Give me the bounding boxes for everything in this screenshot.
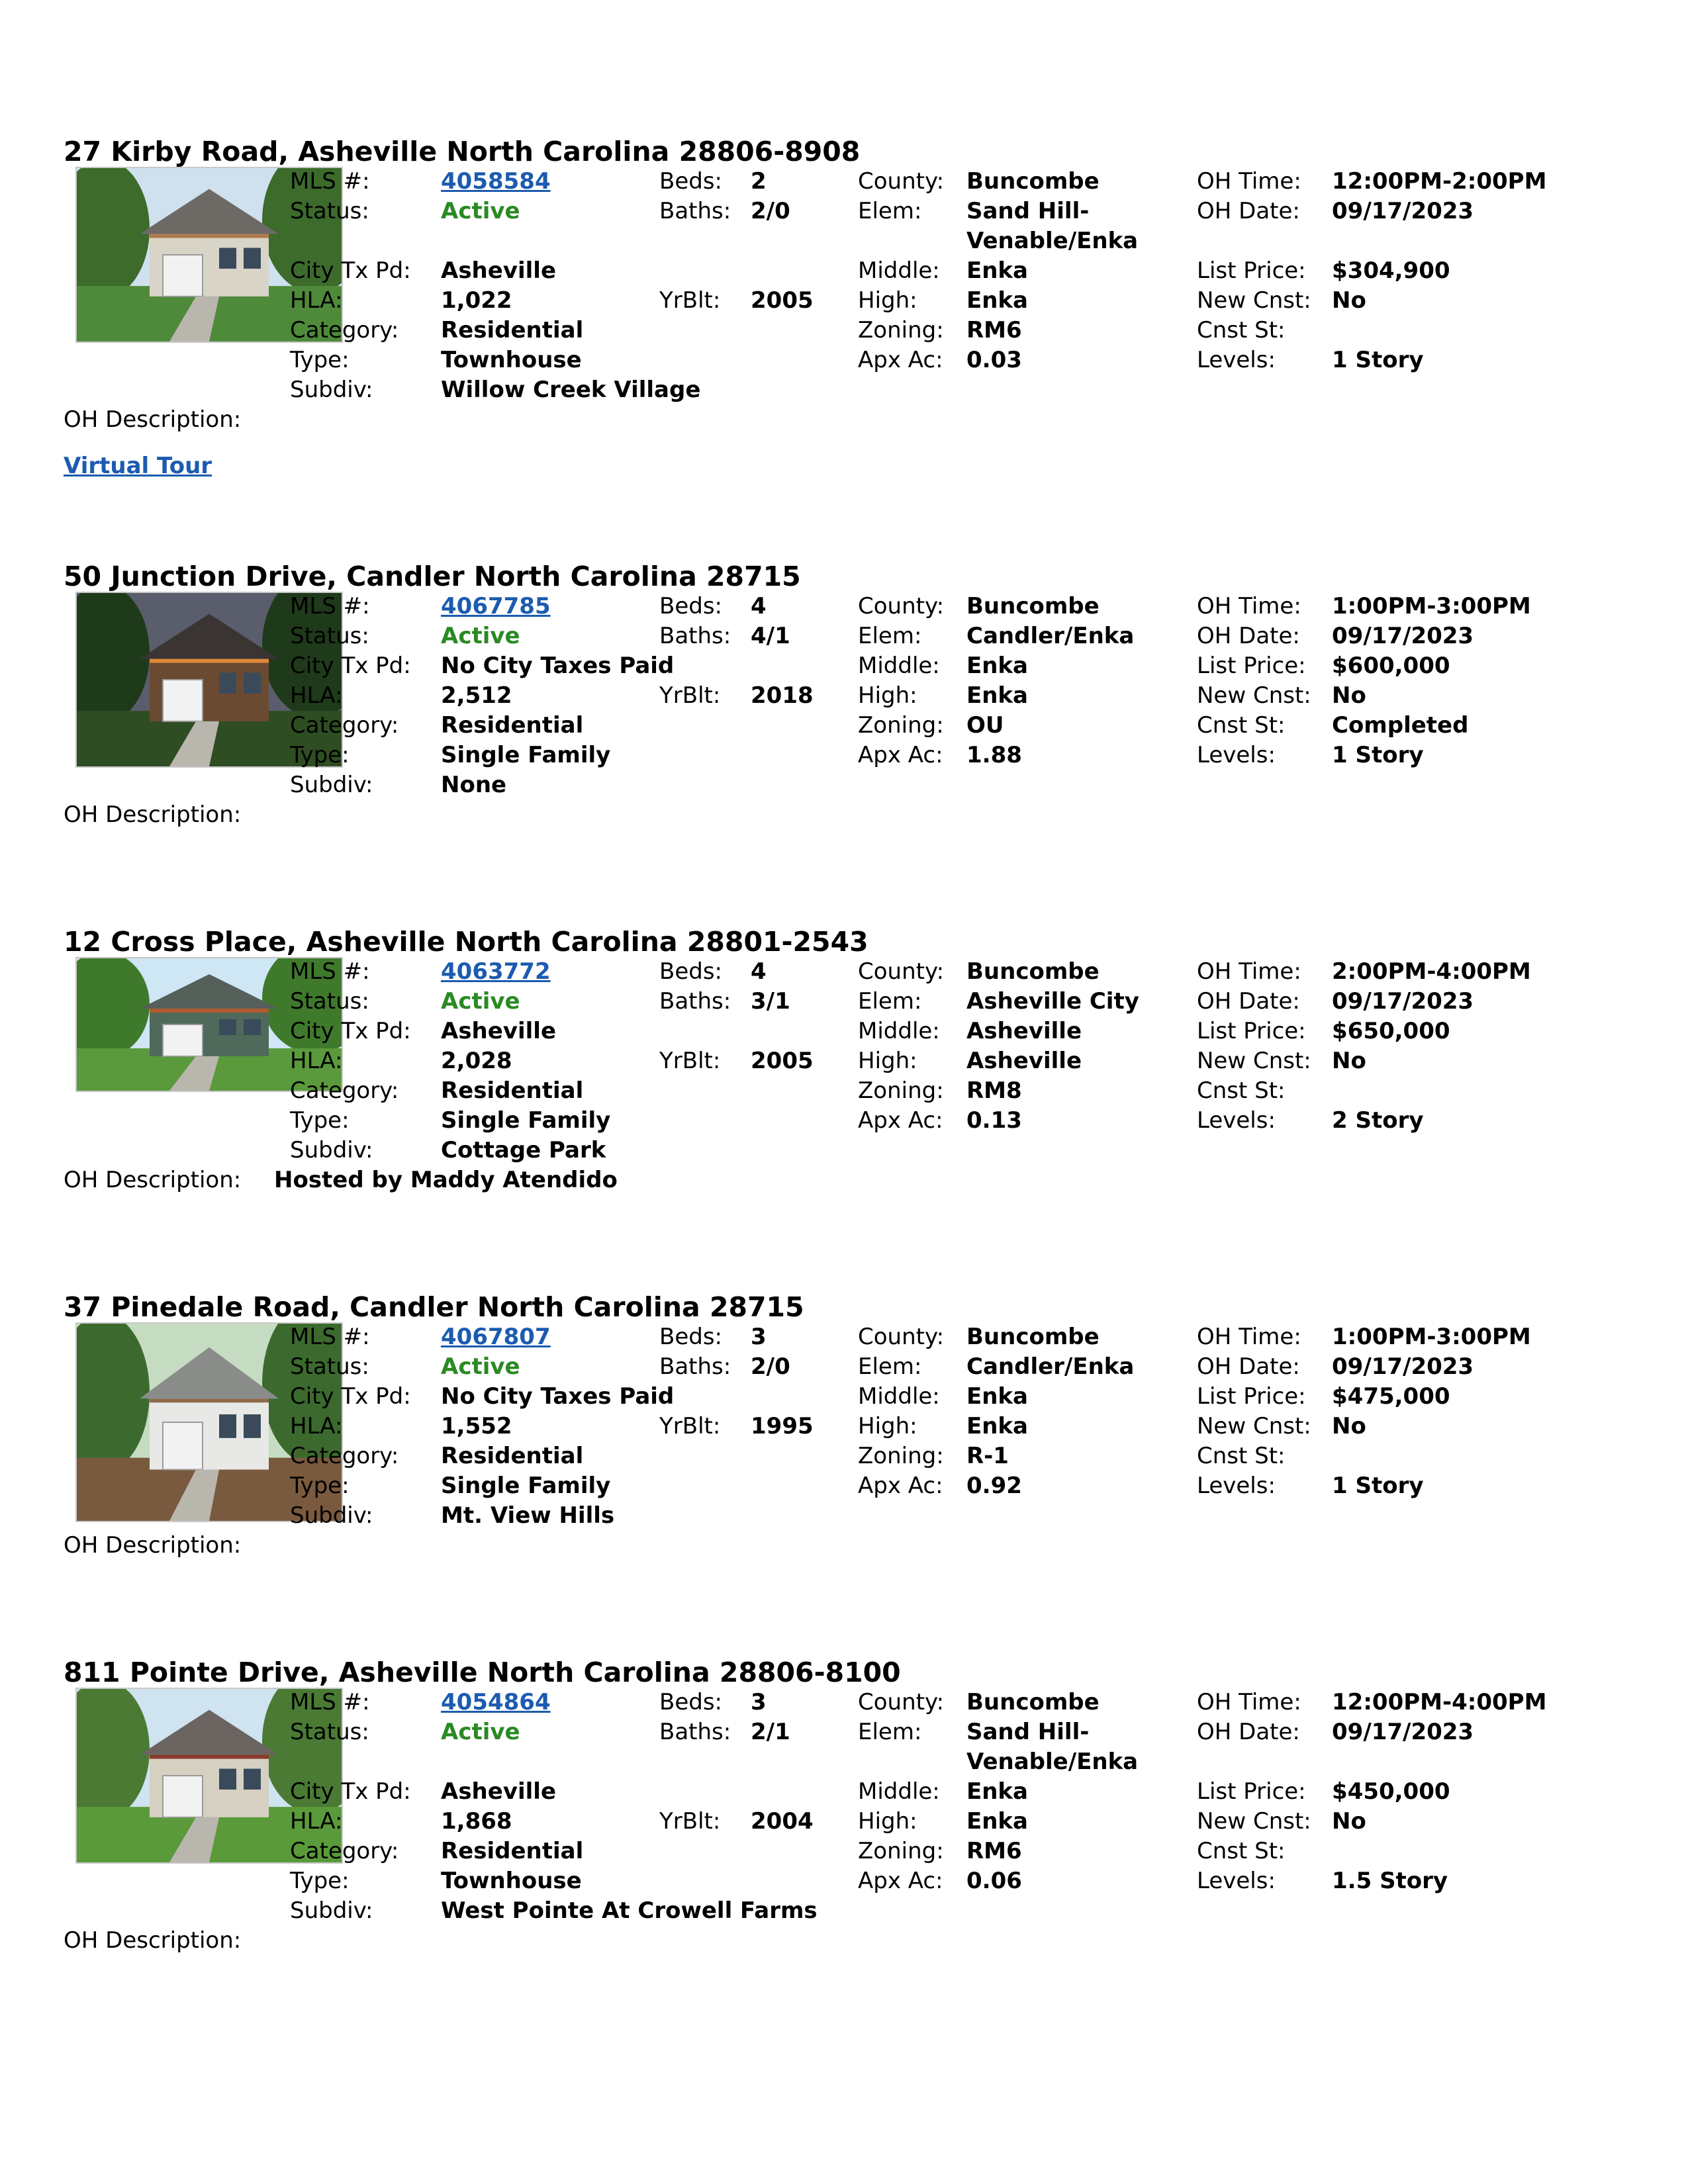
- list-price-label: List Price:: [1197, 1778, 1306, 1805]
- levels-value: 1 Story: [1332, 347, 1424, 373]
- year-built-label: YrBlt:: [659, 287, 721, 314]
- city-taxes-paid: No City Taxes Paid: [441, 1383, 675, 1410]
- open-house-date-label: OH Date:: [1197, 988, 1300, 1015]
- open-house-date-label: OH Date:: [1197, 1719, 1300, 1745]
- high-school-value: Asheville: [966, 1048, 1082, 1074]
- new-construction-label: New Cnst:: [1197, 1413, 1311, 1439]
- zoning-value: RM6: [966, 317, 1022, 343]
- open-house-date-label: OH Date:: [1197, 1353, 1300, 1380]
- high-school-value: Enka: [966, 682, 1028, 709]
- mls-number-link[interactable]: 4063772: [441, 958, 551, 985]
- construction-status-label: Cnst St:: [1197, 1077, 1286, 1104]
- construction-status-value: Completed: [1332, 712, 1469, 739]
- elementary-school-value: Sand Hill-Venable/Enka: [966, 1719, 1139, 1775]
- acreage-value: 0.06: [966, 1868, 1022, 1894]
- levels-label: Levels:: [1197, 1107, 1276, 1134]
- subdivision-value: Cottage Park: [441, 1137, 606, 1163]
- beds-label: Beds:: [659, 1689, 722, 1715]
- zoning-label: Zoning:: [858, 712, 944, 739]
- acreage-value: 1.88: [966, 742, 1022, 768]
- type-value: Single Family: [441, 1473, 611, 1499]
- elementary-school-value: Candler/Enka: [966, 623, 1135, 649]
- subdivision-label: Subdiv:: [290, 377, 373, 403]
- new-construction-value: No: [1332, 287, 1366, 314]
- year-built-label: YrBlt:: [659, 1808, 721, 1835]
- new-construction-label: New Cnst:: [1197, 1808, 1311, 1835]
- mls-number-label: MLS #:: [290, 1324, 370, 1350]
- county-value: Buncombe: [966, 1324, 1100, 1350]
- acreage-value: 0.03: [966, 347, 1022, 373]
- baths-label: Baths:: [659, 623, 731, 649]
- oh-description-value: Hosted by Maddy Atendido: [274, 1167, 618, 1193]
- middle-school-label: Middle:: [858, 653, 940, 679]
- type-value: Single Family: [441, 1107, 611, 1134]
- construction-status-label: Cnst St:: [1197, 1838, 1286, 1864]
- zoning-value: RM8: [966, 1077, 1022, 1104]
- subdivision-label: Subdiv:: [290, 1502, 373, 1529]
- type-label: Type:: [290, 1107, 350, 1134]
- open-house-date-label: OH Date:: [1197, 623, 1300, 649]
- levels-label: Levels:: [1197, 742, 1276, 768]
- elementary-school-label: Elem:: [858, 623, 922, 649]
- open-house-time-label: OH Time:: [1197, 958, 1301, 985]
- baths-value: 3/1: [751, 988, 790, 1015]
- year-built-label: YrBlt:: [659, 682, 721, 709]
- new-construction-value: No: [1332, 1808, 1366, 1835]
- elementary-school-value: Sand Hill-Venable/Enka: [966, 198, 1139, 254]
- zoning-value: RM6: [966, 1838, 1022, 1864]
- acreage-label: Apx Ac:: [858, 347, 943, 373]
- new-construction-label: New Cnst:: [1197, 287, 1311, 314]
- beds-label: Beds:: [659, 958, 722, 985]
- elementary-school-value: Asheville City: [966, 988, 1139, 1015]
- middle-school-label: Middle:: [858, 1383, 940, 1410]
- levels-value: 1 Story: [1332, 1473, 1424, 1499]
- city-taxes-paid: Asheville: [441, 1778, 557, 1805]
- type-label: Type:: [290, 1868, 350, 1894]
- open-house-time: 12:00PM-2:00PM: [1332, 168, 1547, 195]
- oh-description-label: OH Description:: [64, 801, 242, 828]
- listing-address: 37 Pinedale Road, Candler North Carolina 28715: [64, 1291, 804, 1323]
- year-built-value: 2005: [751, 287, 814, 314]
- type-value: Townhouse: [441, 347, 582, 373]
- listing-card: [64, 560, 1652, 838]
- subdivision-value: Willow Creek Village: [441, 377, 701, 403]
- type-label: Type:: [290, 1473, 350, 1499]
- heated-living-area-label: HLA:: [290, 682, 343, 709]
- county-label: County:: [858, 168, 945, 195]
- category-value: Residential: [441, 712, 584, 739]
- city-taxes-paid-label: City Tx Pd:: [290, 1778, 411, 1805]
- zoning-value: OU: [966, 712, 1004, 739]
- zoning-label: Zoning:: [858, 1838, 944, 1864]
- open-house-date: 09/17/2023: [1332, 988, 1474, 1015]
- subdivision-value: None: [441, 772, 507, 798]
- baths-label: Baths:: [659, 198, 731, 224]
- elementary-school-label: Elem:: [858, 988, 922, 1015]
- list-price-label: List Price:: [1197, 257, 1306, 284]
- acreage-label: Apx Ac:: [858, 1473, 943, 1499]
- acreage-value: 0.13: [966, 1107, 1022, 1134]
- status-label: Status:: [290, 623, 369, 649]
- status-value: Active: [441, 198, 520, 224]
- levels-value: 1.5 Story: [1332, 1868, 1448, 1894]
- listing-card: [64, 925, 1652, 1203]
- city-taxes-paid: Asheville: [441, 1018, 557, 1044]
- baths-value: 2/0: [751, 1353, 790, 1380]
- beds-value: 3: [751, 1324, 767, 1350]
- heated-living-area: 2,028: [441, 1048, 512, 1074]
- city-taxes-paid-label: City Tx Pd:: [290, 1383, 411, 1410]
- list-price-value: $304,900: [1332, 257, 1450, 284]
- new-construction-label: New Cnst:: [1197, 682, 1311, 709]
- oh-description-label: OH Description:: [64, 1167, 242, 1193]
- open-house-time-label: OH Time:: [1197, 1324, 1301, 1350]
- levels-value: 1 Story: [1332, 742, 1424, 768]
- city-taxes-paid: No City Taxes Paid: [441, 653, 675, 679]
- zoning-label: Zoning:: [858, 1443, 944, 1469]
- subdivision-label: Subdiv:: [290, 1897, 373, 1924]
- open-house-time-label: OH Time:: [1197, 1689, 1301, 1715]
- county-value: Buncombe: [966, 168, 1100, 195]
- list-price-value: $475,000: [1332, 1383, 1450, 1410]
- heated-living-area: 1,868: [441, 1808, 512, 1835]
- baths-value: 4/1: [751, 623, 790, 649]
- levels-label: Levels:: [1197, 347, 1276, 373]
- middle-school-value: Enka: [966, 257, 1028, 284]
- acreage-label: Apx Ac:: [858, 1107, 943, 1134]
- high-school-value: Enka: [966, 1808, 1028, 1835]
- type-value: Townhouse: [441, 1868, 582, 1894]
- oh-description-label: OH Description:: [64, 1927, 242, 1954]
- beds-label: Beds:: [659, 593, 722, 619]
- new-construction-label: New Cnst:: [1197, 1048, 1311, 1074]
- status-label: Status:: [290, 198, 369, 224]
- subdivision-value: West Pointe At Crowell Farms: [441, 1897, 818, 1924]
- high-school-label: High:: [858, 287, 917, 314]
- county-label: County:: [858, 593, 945, 619]
- listing-address: 50 Junction Drive, Candler North Carolina 28715: [64, 561, 801, 592]
- zoning-label: Zoning:: [858, 1077, 944, 1104]
- county-label: County:: [858, 1324, 945, 1350]
- year-built-value: 2004: [751, 1808, 814, 1835]
- category-label: Category:: [290, 317, 399, 343]
- open-house-date: 09/17/2023: [1332, 1353, 1474, 1380]
- mls-number-label: MLS #:: [290, 168, 370, 195]
- open-house-date: 09/17/2023: [1332, 623, 1474, 649]
- elementary-school-label: Elem:: [858, 198, 922, 224]
- status-label: Status:: [290, 988, 369, 1015]
- year-built-label: YrBlt:: [659, 1048, 721, 1074]
- open-house-time: 1:00PM-3:00PM: [1332, 1324, 1531, 1350]
- county-value: Buncombe: [966, 958, 1100, 985]
- beds-value: 4: [751, 593, 767, 619]
- open-house-date: 09/17/2023: [1332, 1719, 1474, 1745]
- status-value: Active: [441, 1353, 520, 1380]
- county-label: County:: [858, 1689, 945, 1715]
- open-house-time-label: OH Time:: [1197, 168, 1301, 195]
- zoning-value: R-1: [966, 1443, 1009, 1469]
- mls-number-label: MLS #:: [290, 1689, 370, 1715]
- type-label: Type:: [290, 347, 350, 373]
- high-school-label: High:: [858, 1808, 917, 1835]
- county-value: Buncombe: [966, 593, 1100, 619]
- type-label: Type:: [290, 742, 350, 768]
- year-built-value: 1995: [751, 1413, 814, 1439]
- levels-value: 2 Story: [1332, 1107, 1424, 1134]
- acreage-value: 0.92: [966, 1473, 1022, 1499]
- listing-card: [64, 135, 1652, 479]
- category-value: Residential: [441, 1838, 584, 1864]
- city-taxes-paid-label: City Tx Pd:: [290, 653, 411, 679]
- open-house-date: 09/17/2023: [1332, 198, 1474, 224]
- mls-number-link[interactable]: 4067785: [441, 593, 551, 619]
- high-school-label: High:: [858, 682, 917, 709]
- listing-address: 27 Kirby Road, Asheville North Carolina 28806-8908: [64, 136, 861, 167]
- construction-status-label: Cnst St:: [1197, 712, 1286, 739]
- high-school-value: Enka: [966, 287, 1028, 314]
- mls-number-link[interactable]: 4054864: [441, 1689, 551, 1715]
- construction-status-label: Cnst St:: [1197, 317, 1286, 343]
- mls-number-link[interactable]: 4058584: [441, 168, 551, 195]
- elementary-school-label: Elem:: [858, 1353, 922, 1380]
- category-label: Category:: [290, 712, 399, 739]
- subdivision-label: Subdiv:: [290, 772, 373, 798]
- baths-value: 2/1: [751, 1719, 790, 1745]
- list-price-label: List Price:: [1197, 1383, 1306, 1410]
- category-value: Residential: [441, 1077, 584, 1104]
- new-construction-value: No: [1332, 682, 1366, 709]
- status-value: Active: [441, 1719, 520, 1745]
- category-label: Category:: [290, 1443, 399, 1469]
- subdivision-label: Subdiv:: [290, 1137, 373, 1163]
- baths-label: Baths:: [659, 1353, 731, 1380]
- heated-living-area-label: HLA:: [290, 1048, 343, 1074]
- high-school-label: High:: [858, 1413, 917, 1439]
- year-built-value: 2018: [751, 682, 814, 709]
- middle-school-label: Middle:: [858, 1778, 940, 1805]
- year-built-value: 2005: [751, 1048, 814, 1074]
- listing-card: [64, 1656, 1652, 1954]
- type-value: Single Family: [441, 742, 611, 768]
- open-house-time: 1:00PM-3:00PM: [1332, 593, 1531, 619]
- virtual-tour-link[interactable]: Virtual Tour: [64, 453, 212, 479]
- beds-value: 3: [751, 1689, 767, 1715]
- county-label: County:: [858, 958, 945, 985]
- list-price-label: List Price:: [1197, 653, 1306, 679]
- mls-number-label: MLS #:: [290, 593, 370, 619]
- levels-label: Levels:: [1197, 1473, 1276, 1499]
- category-label: Category:: [290, 1838, 399, 1864]
- year-built-label: YrBlt:: [659, 1413, 721, 1439]
- high-school-label: High:: [858, 1048, 917, 1074]
- status-value: Active: [441, 623, 520, 649]
- middle-school-value: Asheville: [966, 1018, 1082, 1044]
- list-price-value: $450,000: [1332, 1778, 1450, 1805]
- status-label: Status:: [290, 1353, 369, 1380]
- middle-school-label: Middle:: [858, 257, 940, 284]
- category-value: Residential: [441, 317, 584, 343]
- city-taxes-paid-label: City Tx Pd:: [290, 1018, 411, 1044]
- baths-value: 2/0: [751, 198, 790, 224]
- heated-living-area: 2,512: [441, 682, 512, 709]
- city-taxes-paid-label: City Tx Pd:: [290, 257, 411, 284]
- heated-living-area-label: HLA:: [290, 1413, 343, 1439]
- list-price-label: List Price:: [1197, 1018, 1306, 1044]
- middle-school-label: Middle:: [858, 1018, 940, 1044]
- elementary-school-label: Elem:: [858, 1719, 922, 1745]
- baths-label: Baths:: [659, 1719, 731, 1745]
- category-value: Residential: [441, 1443, 584, 1469]
- listing-card: [64, 1291, 1652, 1569]
- listing-address: 12 Cross Place, Asheville North Carolina 28801-2543: [64, 926, 868, 958]
- middle-school-value: Enka: [966, 653, 1028, 679]
- middle-school-value: Enka: [966, 1778, 1028, 1805]
- open-house-time: 2:00PM-4:00PM: [1332, 958, 1531, 985]
- zoning-label: Zoning:: [858, 317, 944, 343]
- acreage-label: Apx Ac:: [858, 742, 943, 768]
- new-construction-value: No: [1332, 1413, 1366, 1439]
- heated-living-area-label: HLA:: [290, 1808, 343, 1835]
- status-label: Status:: [290, 1719, 369, 1745]
- open-house-time: 12:00PM-4:00PM: [1332, 1689, 1547, 1715]
- mls-number-link[interactable]: 4067807: [441, 1324, 551, 1350]
- beds-label: Beds:: [659, 168, 722, 195]
- heated-living-area-label: HLA:: [290, 287, 343, 314]
- construction-status-label: Cnst St:: [1197, 1443, 1286, 1469]
- baths-label: Baths:: [659, 988, 731, 1015]
- heated-living-area: 1,022: [441, 287, 512, 314]
- open-house-date-label: OH Date:: [1197, 198, 1300, 224]
- list-price-value: $650,000: [1332, 1018, 1450, 1044]
- oh-description-label: OH Description:: [64, 1532, 242, 1559]
- city-taxes-paid: Asheville: [441, 257, 557, 284]
- list-price-value: $600,000: [1332, 653, 1450, 679]
- acreage-label: Apx Ac:: [858, 1868, 943, 1894]
- open-house-time-label: OH Time:: [1197, 593, 1301, 619]
- subdivision-value: Mt. View Hills: [441, 1502, 615, 1529]
- heated-living-area: 1,552: [441, 1413, 512, 1439]
- beds-value: 4: [751, 958, 767, 985]
- status-value: Active: [441, 988, 520, 1015]
- listing-address: 811 Pointe Drive, Asheville North Carolina 28806-8100: [64, 1657, 901, 1688]
- mls-number-label: MLS #:: [290, 958, 370, 985]
- category-label: Category:: [290, 1077, 399, 1104]
- middle-school-value: Enka: [966, 1383, 1028, 1410]
- elementary-school-value: Candler/Enka: [966, 1353, 1135, 1380]
- beds-value: 2: [751, 168, 767, 195]
- county-value: Buncombe: [966, 1689, 1100, 1715]
- levels-label: Levels:: [1197, 1868, 1276, 1894]
- oh-description-label: OH Description:: [64, 406, 242, 433]
- new-construction-value: No: [1332, 1048, 1366, 1074]
- beds-label: Beds:: [659, 1324, 722, 1350]
- high-school-value: Enka: [966, 1413, 1028, 1439]
